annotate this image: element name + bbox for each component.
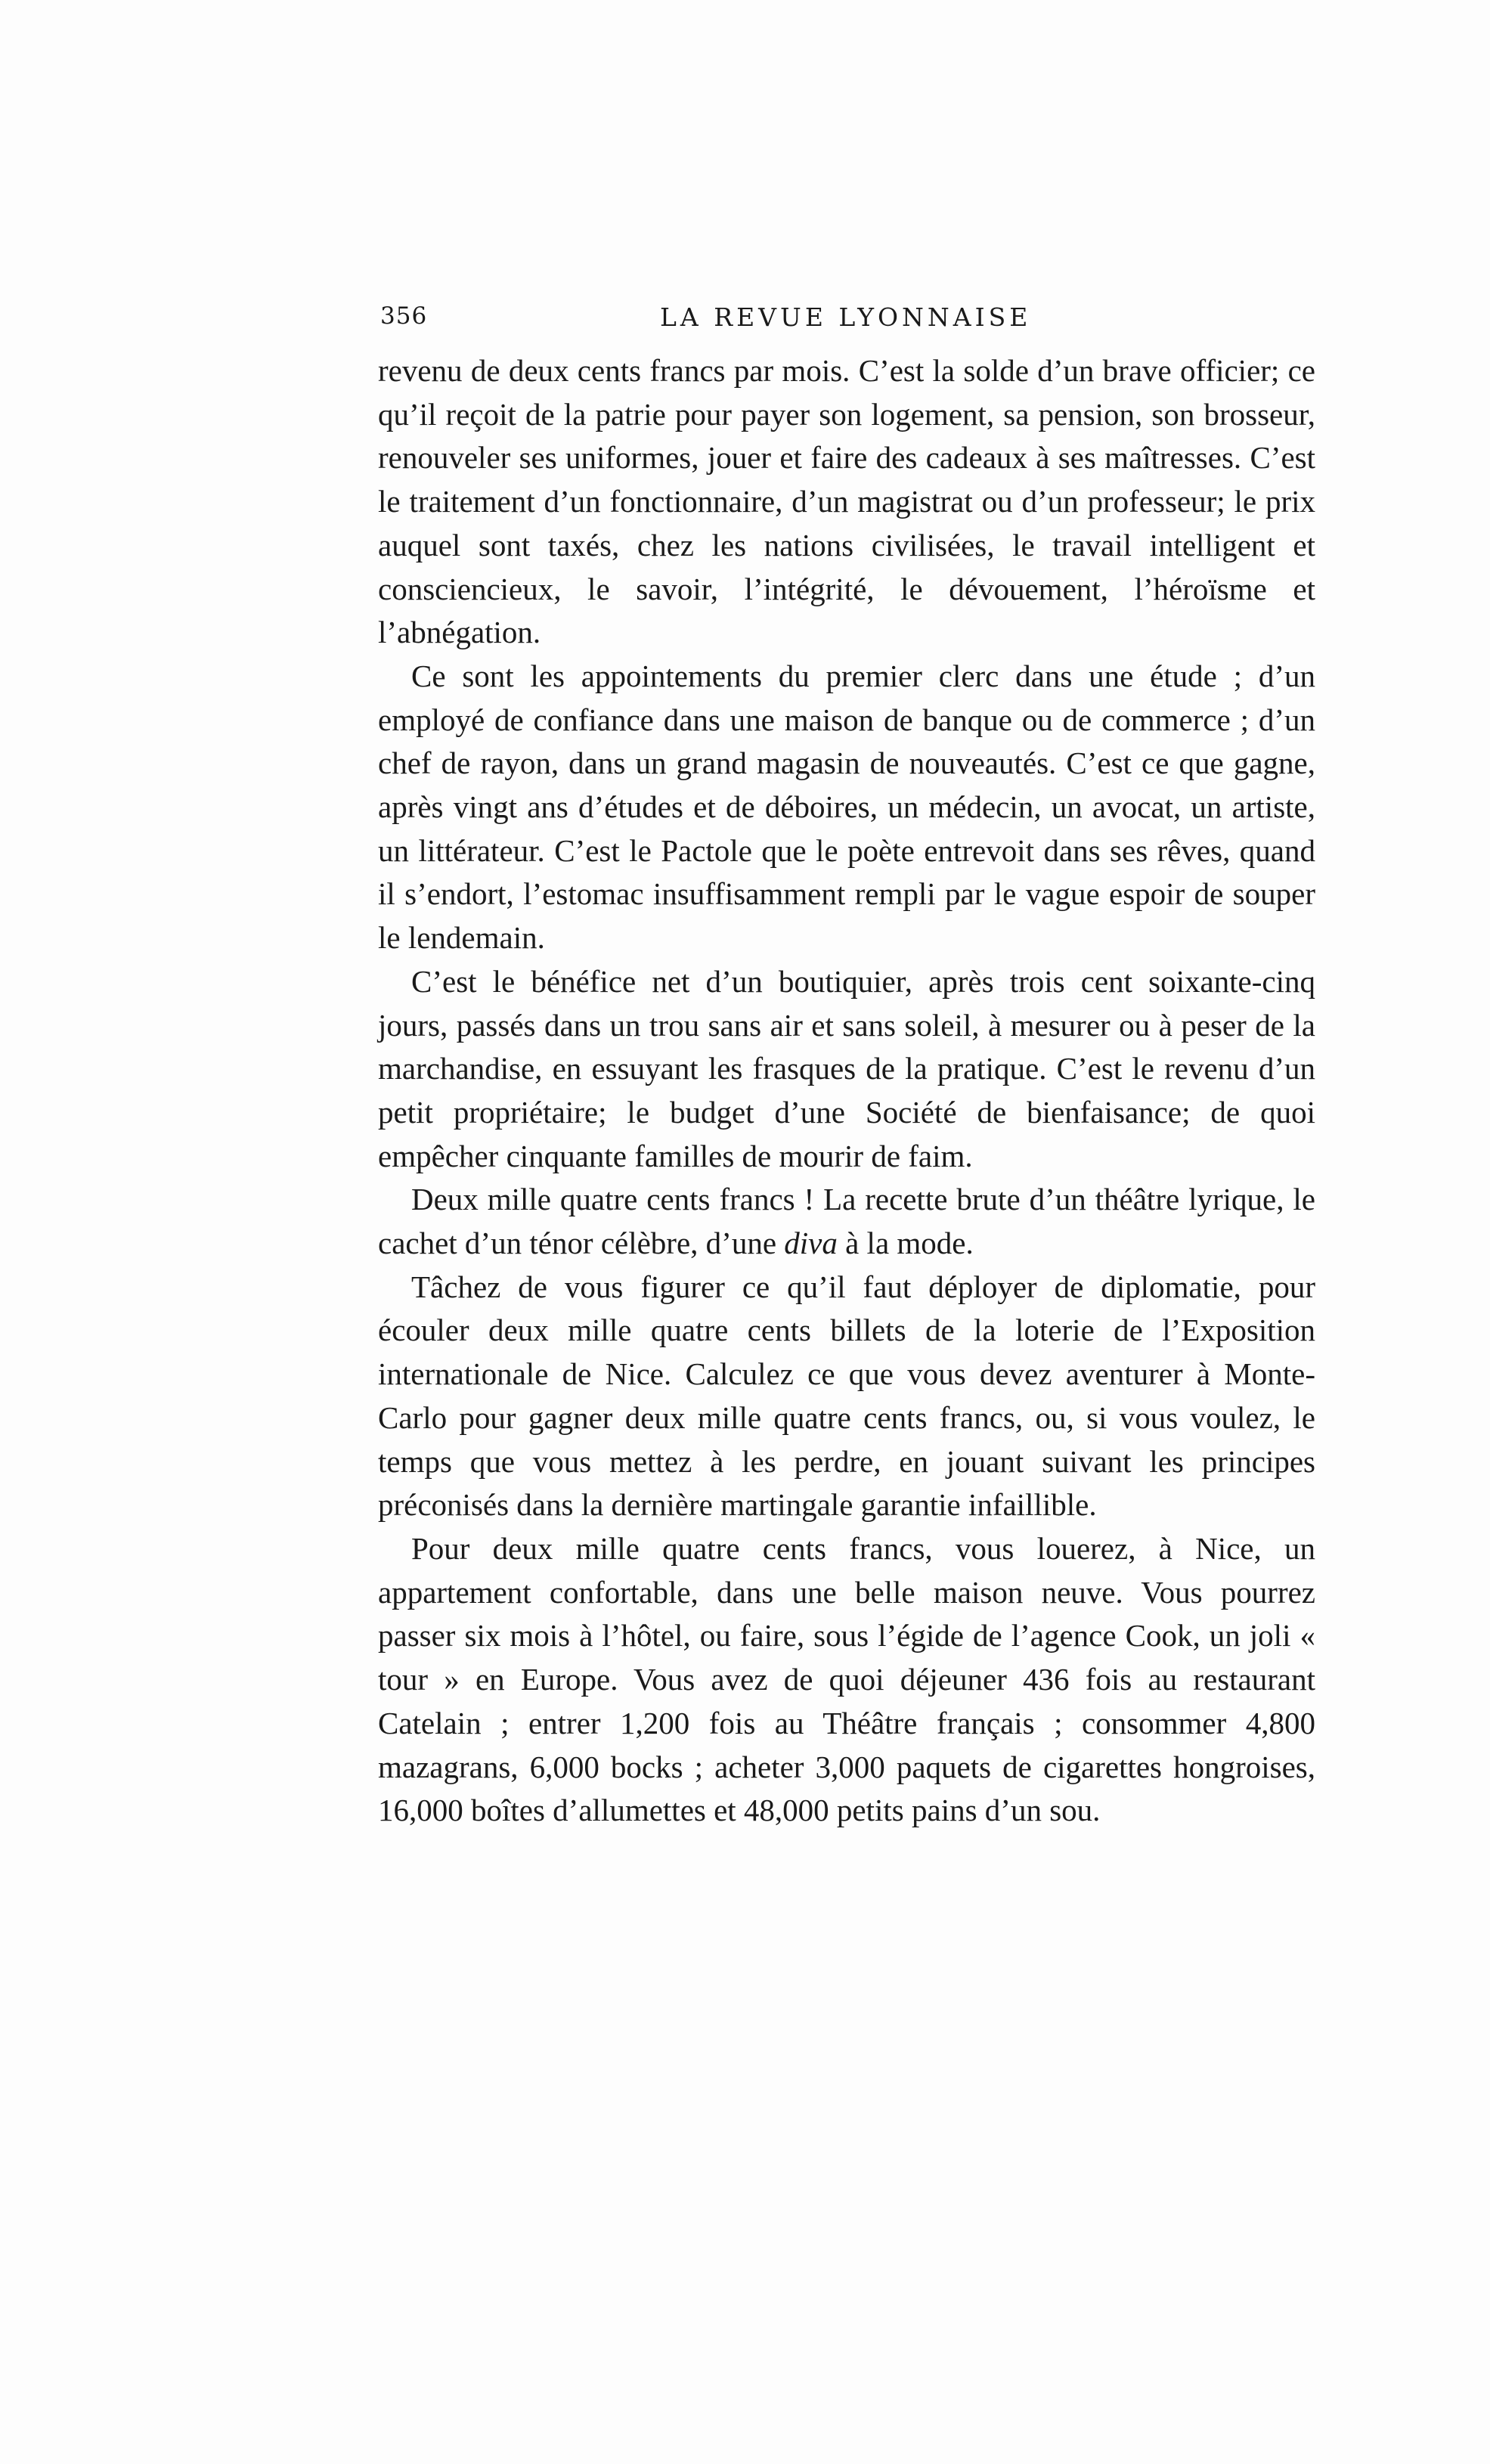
paragraph-1: revenu de deux cents francs par mois. C’est la solde d’un brave officier; ce qu’il reçoit de la patrie pour payer son logement, sa pension, son brosseur, renouveler ses uniformes, jouer et faire des cadeaux à ses maîtresses. C’est le traitement d’un fonctionnaire, d’un magistrat ou d’un professeur; le prix auquel sont taxés, chez les nations civilisées, le travail intelligent et consciencieux, le savoir, l’intégrité, le dévouement, l’héroïsme et l’abnégation. — [378, 353, 1315, 650]
page-number: 356 — [380, 302, 428, 330]
paragraph-2: Ce sont les appointements du premier clerc dans une étude ; d’un employé de confiance dans une maison de banque ou de commerce ; d’un chef de rayon, dans un grand magasin de nouveautés. C’est ce que gagne, après vingt ans d’études et de déboires, un médecin, un avocat, un artiste, un littérateur. C’est le Pactole que le poète entrevoit dans ses rêves, quand il s’endort, l’estomac insuffisamment rempli par le vague espoir de souper le lendemain. — [378, 658, 1315, 956]
paragraph-4 — [378, 1178, 1315, 1265]
paragraph-3: C’est le bénéfice net d’un boutiquier, après trois cent soixante-cinq jours, passés dans un trou sans air et sans soleil, à mesurer ou à peser de la marchandise, en essuyant les frasques de la pratique. C’est le revenu d’un petit propriétaire; le budget d’une Société de bienfaisance; de quoi empêcher cinquante familles de mourir de faim. — [378, 963, 1315, 1173]
paragraph-4-start: Deux mille quatre cents francs ! La recette brute d’un théâtre lyrique, le cachet d’un ténor célèbre, d’une — [378, 1182, 1315, 1261]
paragraph-6: Pour deux mille quatre cents francs, vous louerez, à Nice, un appartement confortable, dans une belle maison neuve. Vous pourrez passer six mois à l’hôtel, ou faire, sous l’égide de l’agence Cook, un joli « tour » en Europe. Vous avez de quoi déjeuner 436 fois au restaurant Catelain ; entrer 1,200 fois au Théâtre français ; consommer 4,800 mazagrans, 6,000 bocks ; acheter 3,000 paquets de cigarettes hongroises, 16,000 boîtes d’allumettes et 48,000 petits pains d’un sou. — [378, 1530, 1315, 1828]
paragraph-5: Tâchez de vous figurer ce qu’il faut déployer de diplomatie, pour écouler deux mille quatre cents billets de la loterie de l’Exposition internationale de Nice. Calculez ce que vous devez aventurer à Monte-Carlo pour gagner deux mille quatre cents francs, ou, si vous voulez, le temps que vous mettez à les perdre, en jouant suivant les principes préconisés dans la dernière martingale garantie infaillible. — [378, 1269, 1315, 1523]
italic-word-diva: diva — [784, 1226, 838, 1261]
running-head — [380, 296, 1313, 342]
paragraph-4-end: à la mode. — [837, 1226, 974, 1261]
body-text — [378, 349, 1315, 1833]
journal-title: LA REVUE LYONNAISE — [660, 302, 1032, 332]
